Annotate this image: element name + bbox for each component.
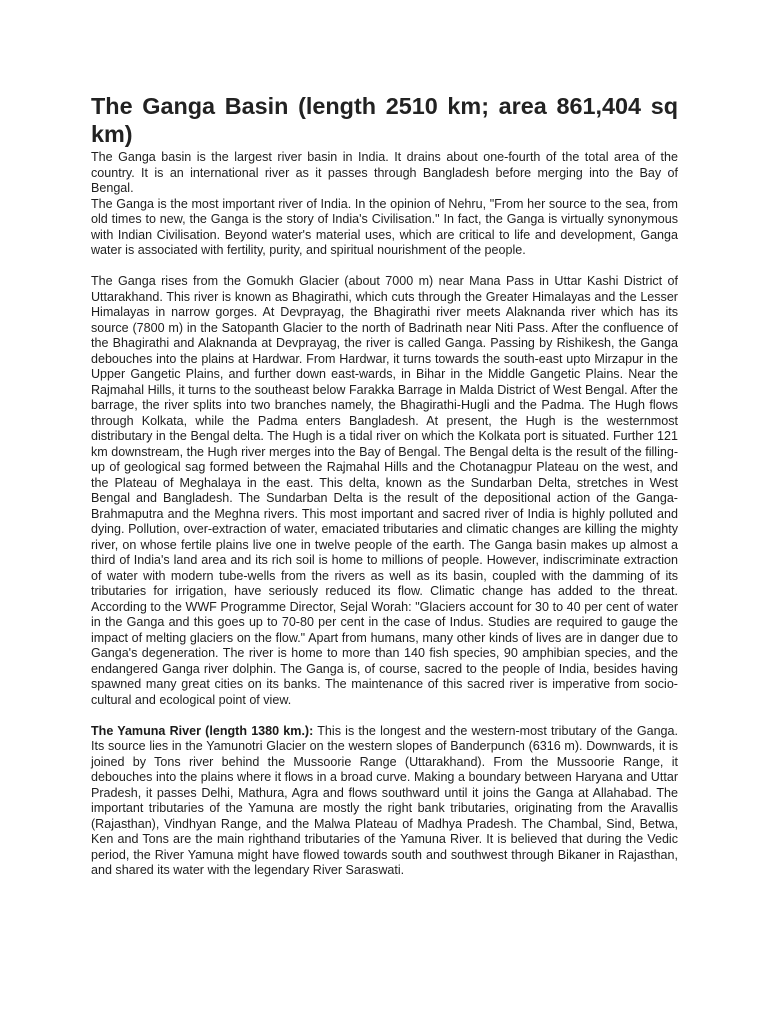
course-paragraph: The Ganga rises from the Gomukh Glacier (about 7000 m) near Mana Pass in Uttar Kashi District of Uttarakhand. This river is known as Bhagirathi, which cuts through the Greater Himalayas and the Lesser Himalayas in narrow gorges. At Devprayag, the Bhagirathi river meets Alaknanda river which has its source (7800 m) in the Satopanth Glacier to the north of Badrinath near Niti Pass. After the confluence of the Bhagirathi and Alaknanda at Devprayag, the river is called Ganga. Passing by Rishikesh, the Ganga debouches into the plains at Hardwar. From Hardwar, it turns towards the south-east upto Mirzapur in the Upper Gangetic Plains, and further down east-wards, in Bihar in the Middle Gangetic Plains. Near the Rajmahal Hills, it turns to the southeast below Farakka Barrage in Malda District of West Bengal. After the barrage, the river splits into two branches namely, the Bhagirathi-Hugli and the Padma. The Hugh flows through Kolkata, while the Padma enters Bangladesh. At present, the Hugh is the westernmost distributary in the Bengal delta. The Hugh is a tidal river on which the Kolkata port is situated. Further 121 km downstream, the Hugh river merges into the Bay of Bengal. The Bengal delta is the result of the filling-up of geological sag formed between the Rajmahal Hills and the Chotanagpur Plateau on the west, and the Plateau of Meghalaya in the east. This delta, known as the Sundarban Delta, stretches in West Bengal and Bangladesh. The Sundarban Delta is the result of the depositional action of the Ganga-Brahmaputra and the Meghna rivers. This most important and sacred river of India is highly polluted and dying. Pollution, over-extraction of water, emaciated tributaries and climatic changes are killing the mighty river, on whose fertile plains live one in twelve people of the earth. The Ganga basin makes up almost a third of India's land area and its rich soil is home to millions of people. However, indiscriminate extraction of water with modern tube-wells from the rivers as well as its basin, coupled with the damming of its tributaries for irrigation, have seriously reduced its flow. Climatic change has added to the threat. According to the WWF Programme Director, Sejal Worah: "Glaciers account for 30 to 40 per cent of water in the Ganga and this goes up to 70-80 per cent in the case of Indus. Studies are required to gauge the impact of melting glaciers on the flow." Apart from humans, many other kinds of lives are in danger due to Ganga's degeneration. The river is home to more than 140 fish species, 90 amphibian species, and the endangered Ganga river dolphin. The Ganga is, of course, sacred to the people of India, besides having spawned many great cities on its banks. The maintenance of this sacred river is imperative from socio-cultural and ecological point of view. <box>91 274 678 707</box>
importance-paragraph: The Ganga is the most important river of India. In the opinion of Nehru, "From her source to the sea, from old times to new, the Ganga is the story of India's Civilisation." In fact, the Ganga is virtually synonymous with Indian Civilisation. Beyond water's material uses, which are critical to life and development, Ganga water is associated with fertility, purity, and spiritual nourishment of the people. <box>91 196 678 257</box>
yamuna-heading: The Yamuna River (length 1380 km.): <box>91 723 314 738</box>
document-page <box>91 92 678 879</box>
paragraph-spacer <box>91 708 678 724</box>
page-title: The Ganga Basin (length 2510 km; area 861,404 sq km) <box>91 93 678 147</box>
yamuna-paragraph <box>91 724 678 879</box>
yamuna-body: This is the longest and the western-most tributary of the Ganga. Its source lies in the Yamunotri Glacier on the western slopes of Banderpunch (6316 m). Downwards, it is joined by Tons river behind the Mussoorie Range (Uttarakhand). From the Mussoorie Range, it debouches into the plains where it flows in a broad curve. Making a boundary between Haryana and Uttar Pradesh, it passes Delhi, Mathura, Agra and flows southward until it joins the Ganga at Allahabad. The important tributaries of the Yamuna are mostly the right bank tributaries, originating from the Aravallis (Rajasthan), Vindhyan Range, and the Malwa Plateau of Madhya Pradesh. The Chambal, Sind, Betwa, Ken and Tons are the main righthand tributaries of the Yamuna River. It is believed that during the Vedic period, the River Yamuna might have flowed towards south and southwest through Bikaner in Rajasthan, and shared its water with the legendary River Saraswati. <box>91 723 678 877</box>
paragraph-spacer <box>91 259 678 275</box>
intro-paragraph: The Ganga basin is the largest river basin in India. It drains about one-fourth of the total area of the country. It is an international river as it passes through Bangladesh before merging into the Bay of Bengal. <box>91 150 678 195</box>
